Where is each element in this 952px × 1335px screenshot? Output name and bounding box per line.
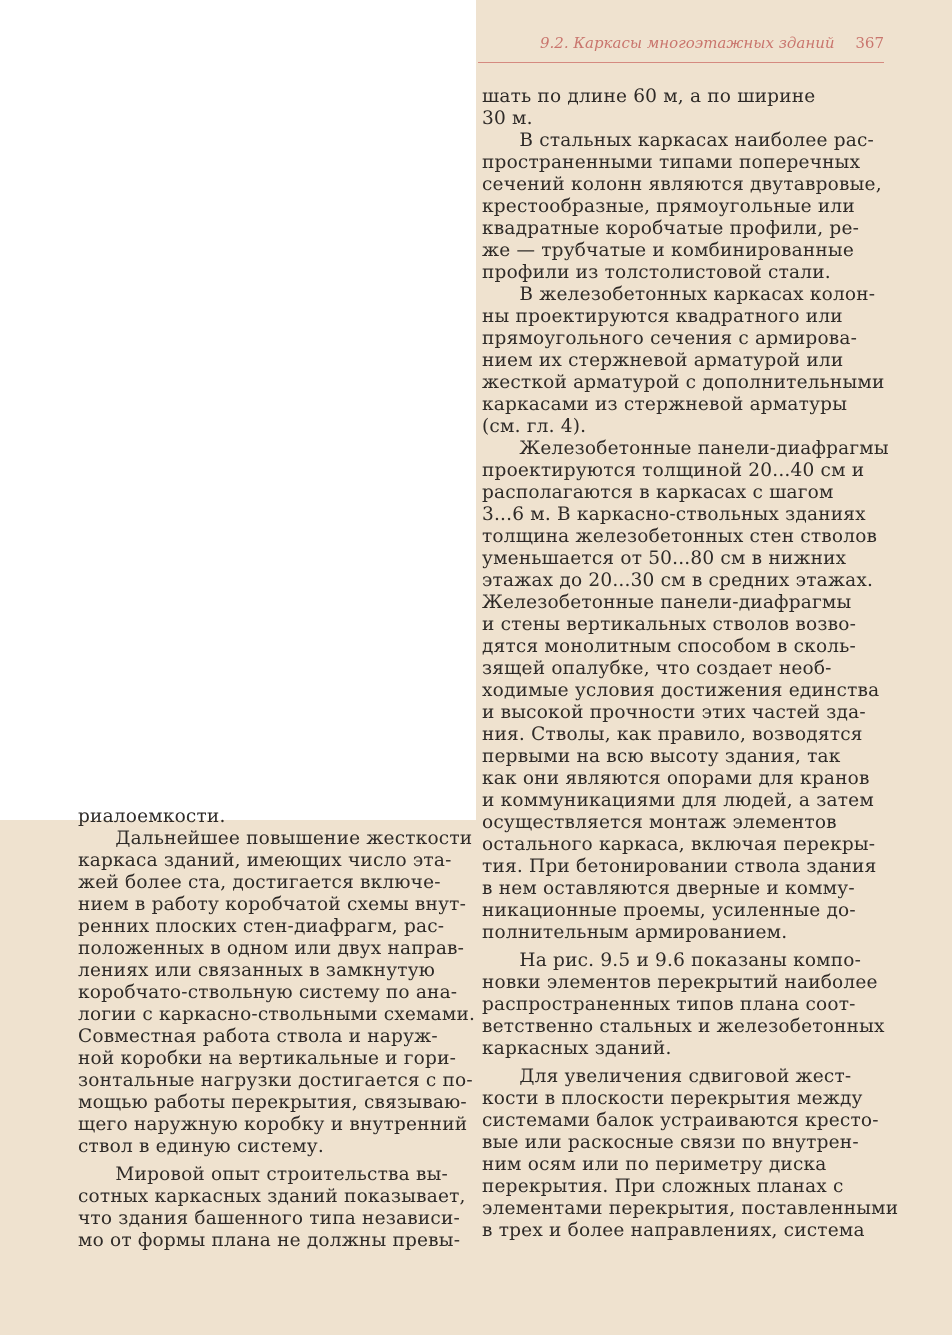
text-line: полнительным армированием.: [482, 922, 788, 943]
text-line: дятся монолитным способом в сколь-: [482, 636, 856, 657]
text-line: первыми на всю высоту здания, так: [482, 746, 841, 767]
text-line: щего наружную коробку и внутренний: [78, 1114, 468, 1135]
text-line: профили из толстолистовой стали.: [482, 262, 831, 283]
text-line: Совместная работа ствола и наруж-: [78, 1026, 438, 1047]
text-line: зонтальные нагрузки достигается с по-: [78, 1070, 473, 1091]
text-line: толщина железобетонных стен стволов: [482, 526, 878, 547]
text-line: На рис. 9.5 и 9.6 показаны компо-: [482, 950, 862, 971]
text-line: же — трубчатые и комбинированные: [482, 240, 854, 261]
right-text-column: [482, 86, 902, 1242]
text-line: зящей опалубке, что создает необ-: [482, 658, 832, 679]
text-line: риалоемкости.: [78, 806, 226, 827]
text-line: прямоугольного сечения с армирова-: [482, 328, 858, 349]
text-line: 3...6 м. В каркасно-ствольных зданиях: [482, 504, 866, 525]
text-line: жесткой арматурой с дополнительными: [482, 372, 885, 393]
text-line: 30 м.: [482, 108, 533, 129]
text-line: ствол в единую систему.: [78, 1136, 324, 1157]
text-line: в трех и более направлениях, система: [482, 1220, 865, 1241]
text-line: шать по длине 60 м, а по ширине: [482, 86, 816, 107]
text-line: и стены вертикальных стволов возво-: [482, 614, 857, 635]
text-line: Для увеличения сдвиговой жест-: [482, 1066, 852, 1087]
text-line: каркаса зданий, имеющих число эта-: [78, 850, 452, 871]
text-line: в нем оставляются дверные и комму-: [482, 878, 855, 899]
text-line: и высокой прочности этих частей зда-: [482, 702, 866, 723]
text-line: В железобетонных каркасах колон-: [482, 284, 876, 305]
text-line: тия. При бетонировании ствола здания: [482, 856, 877, 877]
text-line: перекрытия. При сложных планах с: [482, 1176, 844, 1197]
page-number: 367: [855, 34, 884, 52]
text-line: элементами перекрытия, поставленными: [482, 1198, 899, 1219]
text-line: остального каркаса, включая перекры-: [482, 834, 876, 855]
text-line: сечений колонн являются двутавровые,: [482, 174, 882, 195]
text-line: мо от формы плана не должны превы-: [78, 1230, 461, 1251]
text-line: (см. гл. 4).: [482, 416, 587, 437]
text-line: Мировой опыт строительства вы-: [78, 1164, 448, 1185]
text-line: ной коробки на вертикальные и гори-: [78, 1048, 457, 1069]
text-line: распространенных типов плана соот-: [482, 994, 856, 1015]
text-line: коробчато-ствольную систему по ана-: [78, 982, 458, 1003]
text-line: никационные проемы, усиленные до-: [482, 900, 856, 921]
text-line: сотных каркасных зданий показывает,: [78, 1186, 466, 1207]
text-line: новки элементов перекрытий наиболее: [482, 972, 878, 993]
header-rule: [478, 62, 884, 63]
text-line: ветственно стальных и железобетонных: [482, 1016, 885, 1037]
text-line: Железобетонные панели-диафрагмы: [482, 438, 889, 459]
text-line: уменьшается от 50...80 см в нижних: [482, 548, 847, 569]
text-line: располагаются в каркасах с шагом: [482, 482, 834, 503]
text-line: этажах до 20...30 см в средних этажах.: [482, 570, 874, 591]
section-title: 9.2. Каркасы многоэтажных зданий: [540, 34, 835, 52]
text-line: ны проектируются квадратного или: [482, 306, 843, 327]
text-line: каркасами из стержневой арматуры: [482, 394, 848, 415]
text-line: логии с каркасно-ствольными схемами.: [78, 1004, 476, 1025]
blank-region: [0, 0, 476, 820]
text-line: крестообразные, прямоугольные или: [482, 196, 855, 217]
text-line: системами балок устраиваются кресто-: [482, 1110, 879, 1131]
text-line: жей более ста, достигается включе-: [78, 872, 441, 893]
text-line: что здания башенного типа независи-: [78, 1208, 460, 1229]
text-line: ренних плоских стен-диафрагм, рас-: [78, 916, 445, 937]
text-line: квадратные коробчатые профили, ре-: [482, 218, 860, 239]
text-line: и коммуникациями для людей, а затем: [482, 790, 874, 811]
text-line: ния. Стволы, как правило, возводятся: [482, 724, 863, 745]
text-line: пространенными типами поперечных: [482, 152, 861, 173]
text-line: Дальнейшее повышение жесткости: [78, 828, 473, 849]
text-line: лениях или связанных в замкнутую: [78, 960, 436, 981]
text-line: осуществляется монтаж элементов: [482, 812, 837, 833]
text-line: как они являются опорами для кранов: [482, 768, 870, 789]
text-line: нием в работу коробчатой схемы внут-: [78, 894, 467, 915]
text-line: В стальных каркасах наиболее рас-: [482, 130, 875, 151]
text-line: ним осям или по периметру диска: [482, 1154, 827, 1175]
text-line: вые или раскосные связи по внутрен-: [482, 1132, 859, 1153]
left-text-column: [78, 806, 480, 1252]
text-line: проектируются толщиной 20...40 см и: [482, 460, 865, 481]
text-line: положенных в одном или двух направ-: [78, 938, 465, 959]
text-line: Железобетонные панели-диафрагмы: [482, 592, 852, 613]
text-line: кости в плоскости перекрытия между: [482, 1088, 863, 1109]
text-line: нием их стержневой арматурой или: [482, 350, 844, 371]
text-line: мощью работы перекрытия, связываю-: [78, 1092, 467, 1113]
text-line: ходимые условия достижения единства: [482, 680, 880, 701]
running-header: [478, 30, 884, 58]
text-line: каркасных зданий.: [482, 1038, 672, 1059]
